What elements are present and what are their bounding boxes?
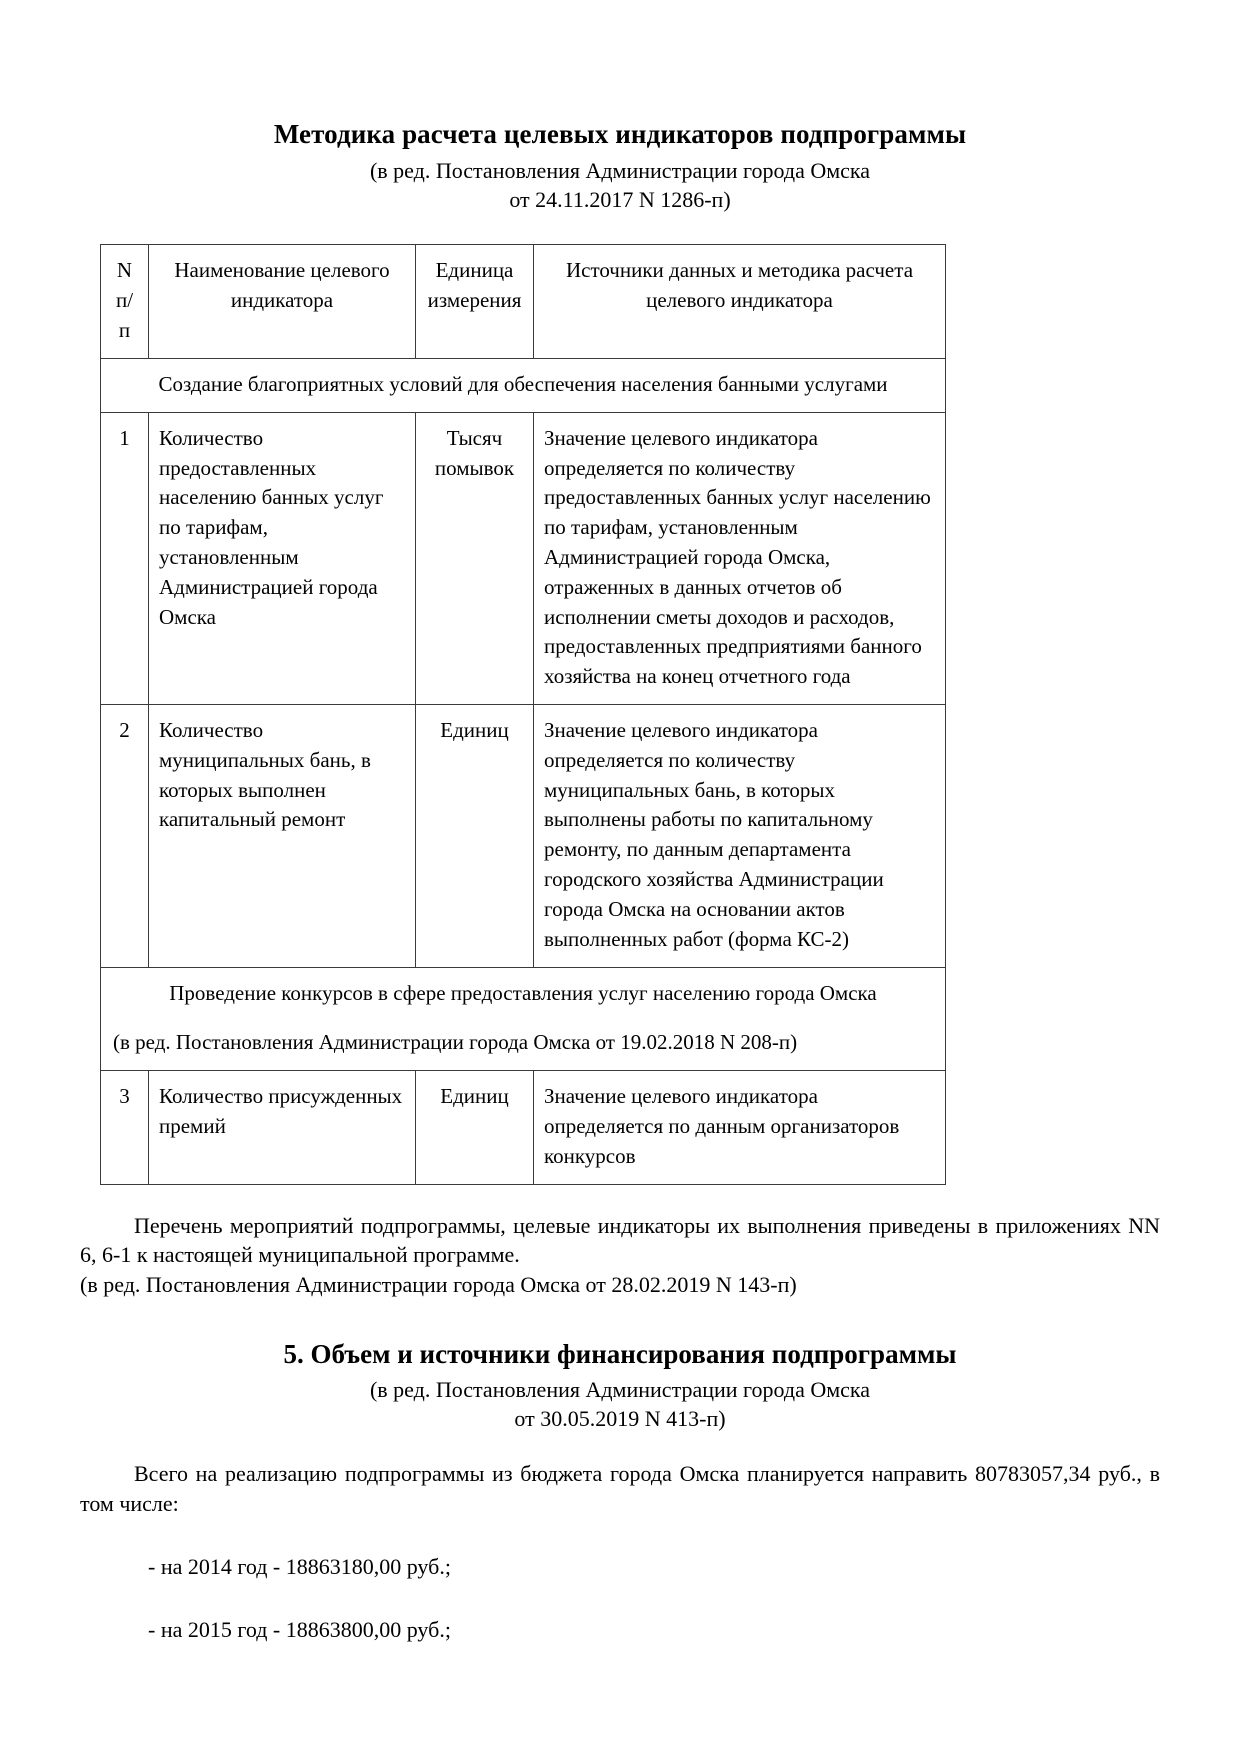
table-row xyxy=(101,412,946,704)
column-header-name-line1: Наименование целевого xyxy=(174,258,390,283)
paragraph-measures-list: Перечень мероприятий подпрограммы, целевые индикаторы их выполнения приведены в приложениях NN 6, 6-1 к настоящей муниципальной программе. xyxy=(80,1212,1160,1268)
column-header-number-line1: N xyxy=(116,258,133,283)
paragraph-total-funding: Всего на реализацию подпрограммы из бюджета города Омска планируется направить 80783057,34 руб., в том числе: xyxy=(80,1461,1160,1516)
section-heading-text: Создание благоприятных условий для обеспечения населения банными услугами xyxy=(158,371,888,396)
section-5-edition-note xyxy=(80,1375,1160,1433)
column-header-unit xyxy=(416,245,534,358)
column-header-unit-line1: Единица xyxy=(435,258,514,283)
row-number: 1 xyxy=(101,412,149,704)
column-header-source-line1: Источники данных и методика расчета xyxy=(565,258,914,283)
row-indicator-name: Количество муниципальных бань, в которых выполнен капитальный ремонт xyxy=(149,705,416,968)
column-header-name-line2: индикатора xyxy=(230,288,334,313)
section-heading-cell xyxy=(101,358,946,412)
section-5-edition-note-line1: (в ред. Постановления Администрации города Омска xyxy=(369,1376,871,1402)
section-heading-text: Проведение конкурсов в сфере предоставления услуг населению города Омска xyxy=(169,980,877,1005)
title-edition-note-line2: от 24.11.2017 N 1286-п) xyxy=(509,187,731,213)
section-heading-edition-note: (в ред. Постановления Администрации города Омска от 19.02.2018 N 208-п) xyxy=(113,1030,798,1055)
page-title: Методика расчета целевых индикаторов подпрограммы xyxy=(273,119,967,149)
indicators-table xyxy=(100,244,946,1184)
row-number: 3 xyxy=(101,1071,149,1184)
section-5-edition-note-line2: от 30.05.2019 N 413-п) xyxy=(514,1406,726,1432)
table-row xyxy=(101,705,946,968)
section-5-title: 5. Объем и источники финансирования подпрограммы xyxy=(283,1338,957,1369)
row-unit: Единиц xyxy=(416,1071,534,1184)
column-header-number xyxy=(101,245,149,358)
title-edition-note-line1: (в ред. Постановления Администрации города Омска xyxy=(369,158,871,184)
funding-item-2015: - на 2015 год - 18863800,00 руб.; xyxy=(148,1617,451,1643)
column-header-unit-line2: измерения xyxy=(427,288,522,313)
row-indicator-name: Количество присужденных премий xyxy=(149,1071,416,1184)
row-source-method: Значение целевого индикатора определяется по количеству муниципальных бань, в которых выполнены работы по капитальному ремонту, по данным департамента городского хозяйства Администрации города Омска на основании актов выполненных работ (форма КС-2) xyxy=(534,705,946,968)
row-source-method: Значение целевого индикатора определяется по количеству предоставленных банных услуг населению по тарифам, установленным Администрацией города Омска, отраженных в данных отчетов об исполнении сметы доходов и расходов, предоставленных предприятиями банного хозяйства на конец отчетного года xyxy=(534,412,946,704)
row-source-method: Значение целевого индикатора определяется по данным организаторов конкурсов xyxy=(534,1071,946,1184)
column-header-number-line2: п/п xyxy=(115,288,134,343)
section-heading-row xyxy=(101,967,946,1071)
table-row xyxy=(101,1071,946,1184)
section-heading-cell xyxy=(101,967,946,1071)
table-header-row xyxy=(101,245,946,358)
row-number: 2 xyxy=(101,705,149,968)
paragraph-measures-list-note: (в ред. Постановления Администрации города Омска от 28.02.2019 N 143-п) xyxy=(80,1271,797,1297)
column-header-source-line2: целевого индикатора xyxy=(646,288,833,313)
row-unit: Единиц xyxy=(416,705,534,968)
section-heading-row xyxy=(101,358,946,412)
funding-item-2014: - на 2014 год - 18863180,00 руб.; xyxy=(148,1553,451,1579)
title-edition-note xyxy=(80,156,1160,214)
column-header-name xyxy=(149,245,416,358)
row-indicator-name: Количество предоставленных населению банных услуг по тарифам, установленным Администрацией города Омска xyxy=(149,412,416,704)
column-header-source xyxy=(534,245,946,358)
row-unit: Тысяч помывок xyxy=(416,412,534,704)
